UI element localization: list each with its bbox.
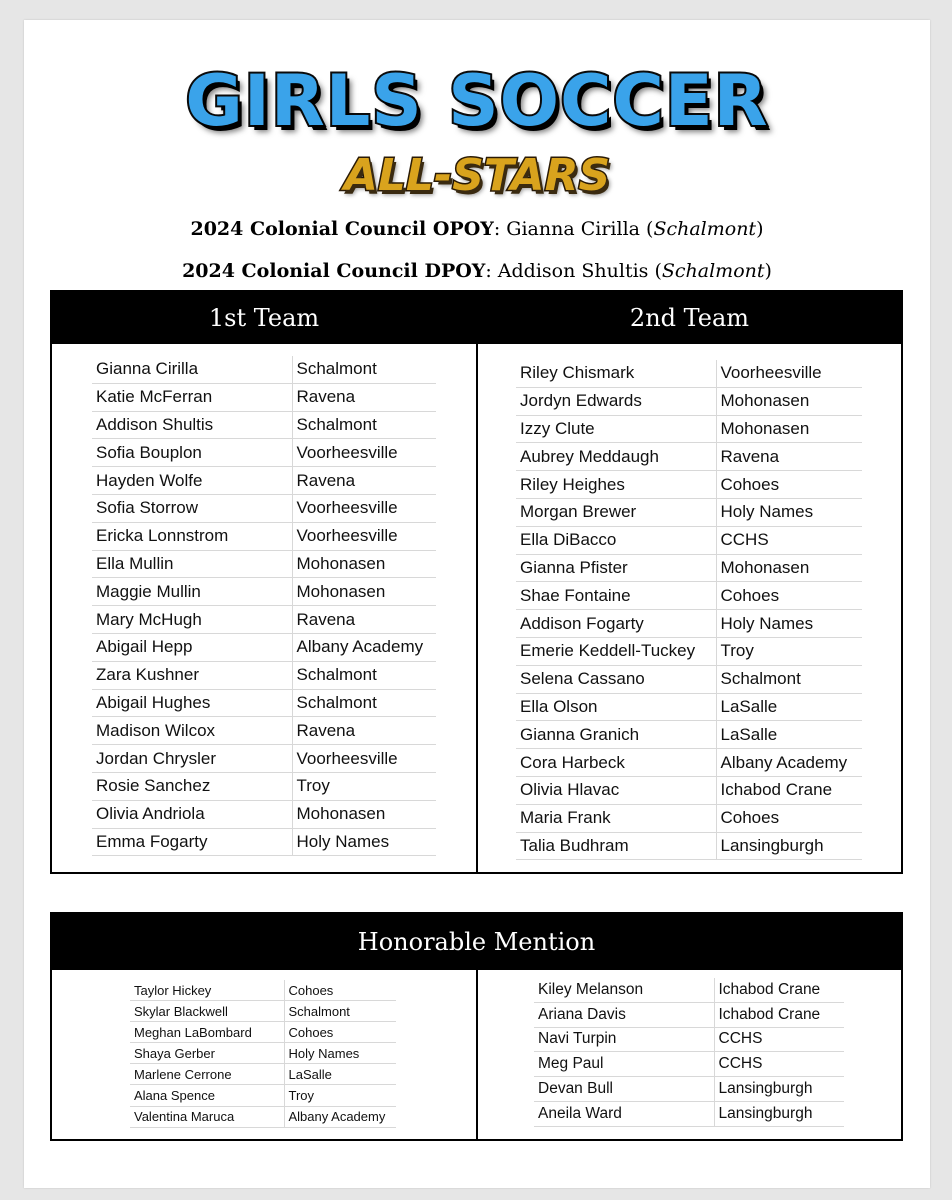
first-team-row — [92, 494, 436, 522]
first-team-row — [92, 383, 436, 411]
player-name: Olivia Hlavac — [516, 776, 716, 804]
first-team-row — [92, 356, 436, 383]
player-name: Aneila Ward — [534, 1101, 714, 1126]
school-name: Lansingburgh — [716, 832, 862, 860]
second-team-row — [516, 749, 862, 777]
school-name: Mohonasen — [292, 800, 436, 828]
dpoy-label: 2024 Colonial Council DPOY — [182, 260, 486, 282]
hm-left-row — [130, 1106, 396, 1127]
first-team-row — [92, 800, 436, 828]
honorable-mention-box — [50, 912, 903, 1141]
player-name: Gianna Granich — [516, 721, 716, 749]
hm-left-row — [130, 1022, 396, 1043]
hm-left-row — [130, 1064, 396, 1085]
hm-right-row — [534, 1002, 844, 1027]
school-name: CCHS — [716, 526, 862, 554]
school-name: Cohoes — [284, 1022, 396, 1043]
first-team-row — [92, 661, 436, 689]
player-name: Jordyn Edwards — [516, 387, 716, 415]
second-team-row — [516, 637, 862, 665]
first-team-table — [92, 356, 436, 856]
school-name: Ravena — [292, 383, 436, 411]
school-name: Albany Academy — [716, 749, 862, 777]
school-name: Holy Names — [716, 498, 862, 526]
first-team-row — [92, 689, 436, 717]
school-name: Ravena — [292, 467, 436, 495]
second-team-row — [516, 582, 862, 610]
player-name: Riley Chismark — [516, 360, 716, 387]
hm-left-row — [130, 1043, 396, 1064]
dpoy-school: Schalmont — [661, 260, 765, 282]
player-name: Gianna Cirilla — [92, 356, 292, 383]
school-name: Mohonasen — [716, 415, 862, 443]
school-name: Schalmont — [292, 356, 436, 383]
school-name: Troy — [716, 637, 862, 665]
player-name: Meg Paul — [534, 1052, 714, 1077]
first-team-row — [92, 522, 436, 550]
player-name: Morgan Brewer — [516, 498, 716, 526]
first-team-row — [92, 578, 436, 606]
first-team-row — [92, 633, 436, 661]
school-name: Voorheesville — [292, 745, 436, 773]
title-girls-soccer: GIRLS SOCCER — [185, 60, 769, 142]
hm-right-row — [534, 1101, 844, 1126]
player-name: Sofia Storrow — [92, 494, 292, 522]
all-star-teams-box — [50, 290, 903, 874]
first-team-row — [92, 411, 436, 439]
player-name: Zara Kushner — [92, 661, 292, 689]
school-name: Voorheesville — [292, 522, 436, 550]
team-divider — [476, 292, 478, 872]
player-name: Emma Fogarty — [92, 828, 292, 856]
school-name: Albany Academy — [284, 1106, 396, 1127]
school-name: Mohonasen — [716, 554, 862, 582]
player-name: Rosie Sanchez — [92, 772, 292, 800]
dpoy-award: 2024 Colonial Council DPOY: Addison Shultis (Schalmont) — [182, 260, 772, 282]
school-name: Mohonasen — [292, 578, 436, 606]
hm-right-row — [534, 978, 844, 1002]
school-name: Holy Names — [716, 610, 862, 638]
player-name: Gianna Pfister — [516, 554, 716, 582]
school-name: Ichabod Crane — [716, 776, 862, 804]
player-name: Kiley Melanson — [534, 978, 714, 1002]
first-team-row — [92, 606, 436, 634]
player-name: Ericka Lonnstrom — [92, 522, 292, 550]
first-team-row — [92, 439, 436, 467]
player-name: Maria Frank — [516, 804, 716, 832]
school-name: Schalmont — [716, 665, 862, 693]
school-name: Albany Academy — [292, 633, 436, 661]
school-name: LaSalle — [716, 721, 862, 749]
school-name: Ichabod Crane — [714, 978, 844, 1002]
school-name: Schalmont — [292, 689, 436, 717]
player-name: Alana Spence — [130, 1085, 284, 1106]
second-team-row — [516, 526, 862, 554]
player-name: Emerie Keddell-Tuckey — [516, 637, 716, 665]
school-name: Cohoes — [716, 471, 862, 499]
second-team-row — [516, 721, 862, 749]
second-team-row — [516, 498, 862, 526]
player-name: Cora Harbeck — [516, 749, 716, 777]
player-name: Selena Cassano — [516, 665, 716, 693]
first-team-row — [92, 745, 436, 773]
player-name: Ariana Davis — [534, 1002, 714, 1027]
school-name: LaSalle — [716, 693, 862, 721]
school-name: Ravena — [716, 443, 862, 471]
hm-right-row — [534, 1052, 844, 1077]
document-page — [24, 20, 930, 1188]
honorable-mention-header: Honorable Mention — [52, 914, 901, 970]
first-team-header: 1st Team — [52, 292, 476, 344]
player-name: Madison Wilcox — [92, 717, 292, 745]
player-name: Aubrey Meddaugh — [516, 443, 716, 471]
player-name: Jordan Chrysler — [92, 745, 292, 773]
hm-divider — [476, 970, 478, 1139]
school-name: Troy — [284, 1085, 396, 1106]
player-name: Hayden Wolfe — [92, 467, 292, 495]
second-team-row — [516, 387, 862, 415]
second-team-row — [516, 415, 862, 443]
player-name: Izzy Clute — [516, 415, 716, 443]
opoy-school: Schalmont — [653, 218, 757, 240]
player-name: Marlene Cerrone — [130, 1064, 284, 1085]
school-name: Cohoes — [284, 980, 396, 1001]
hm-right-row — [534, 1027, 844, 1052]
player-name: Navi Turpin — [534, 1027, 714, 1052]
school-name: Ravena — [292, 717, 436, 745]
player-name: Riley Heighes — [516, 471, 716, 499]
player-name: Maggie Mullin — [92, 578, 292, 606]
second-team-row — [516, 832, 862, 860]
second-team-row — [516, 471, 862, 499]
player-name: Sofia Bouplon — [92, 439, 292, 467]
school-name: Schalmont — [292, 411, 436, 439]
player-name: Abigail Hepp — [92, 633, 292, 661]
opoy-player: Gianna Cirilla — [506, 218, 640, 240]
second-team-row — [516, 665, 862, 693]
second-team-row — [516, 776, 862, 804]
player-name: Ella Olson — [516, 693, 716, 721]
player-name: Katie McFerran — [92, 383, 292, 411]
player-name: Taylor Hickey — [130, 980, 284, 1001]
hm-right-row — [534, 1077, 844, 1102]
player-name: Abigail Hughes — [92, 689, 292, 717]
school-name: Ichabod Crane — [714, 1002, 844, 1027]
player-name: Addison Fogarty — [516, 610, 716, 638]
school-name: Schalmont — [292, 661, 436, 689]
player-name: Devan Bull — [534, 1077, 714, 1102]
opoy-label: 2024 Colonial Council OPOY — [190, 218, 494, 240]
first-team-row — [92, 828, 436, 856]
player-name: Olivia Andriola — [92, 800, 292, 828]
school-name: Voorheesville — [716, 360, 862, 387]
school-name: Holy Names — [284, 1043, 396, 1064]
school-name: CCHS — [714, 1052, 844, 1077]
player-name: Shae Fontaine — [516, 582, 716, 610]
school-name: Voorheesville — [292, 494, 436, 522]
school-name: CCHS — [714, 1027, 844, 1052]
school-name: Voorheesville — [292, 439, 436, 467]
school-name: LaSalle — [284, 1064, 396, 1085]
second-team-row — [516, 360, 862, 387]
school-name: Lansingburgh — [714, 1077, 844, 1102]
school-name: Holy Names — [292, 828, 436, 856]
second-team-row — [516, 554, 862, 582]
school-name: Cohoes — [716, 804, 862, 832]
first-team-row — [92, 467, 436, 495]
first-team-row — [92, 717, 436, 745]
second-team-header: 2nd Team — [478, 292, 901, 344]
dpoy-player: Addison Shultis — [497, 260, 649, 282]
player-name: Talia Budhram — [516, 832, 716, 860]
player-name: Valentina Maruca — [130, 1106, 284, 1127]
player-name: Skylar Blackwell — [130, 1001, 284, 1022]
second-team-row — [516, 610, 862, 638]
first-team-row — [92, 772, 436, 800]
hm-left-table — [130, 980, 396, 1128]
opoy-award: 2024 Colonial Council OPOY: Gianna Cirilla (Schalmont) — [190, 218, 764, 240]
player-name: Ella DiBacco — [516, 526, 716, 554]
player-name: Addison Shultis — [92, 411, 292, 439]
player-name: Ella Mullin — [92, 550, 292, 578]
second-team-row — [516, 443, 862, 471]
player-name: Mary McHugh — [92, 606, 292, 634]
school-name: Lansingburgh — [714, 1101, 844, 1126]
second-team-table — [516, 360, 862, 860]
second-team-row — [516, 804, 862, 832]
school-name: Ravena — [292, 606, 436, 634]
first-team-row — [92, 550, 436, 578]
player-name: Meghan LaBombard — [130, 1022, 284, 1043]
school-name: Mohonasen — [716, 387, 862, 415]
hm-left-row — [130, 1001, 396, 1022]
school-name: Mohonasen — [292, 550, 436, 578]
player-name: Shaya Gerber — [130, 1043, 284, 1064]
school-name: Cohoes — [716, 582, 862, 610]
school-name: Schalmont — [284, 1001, 396, 1022]
hm-right-table — [534, 978, 844, 1127]
school-name: Troy — [292, 772, 436, 800]
hm-left-row — [130, 980, 396, 1001]
title-all-stars: ALL-STARS — [343, 150, 611, 201]
hm-left-row — [130, 1085, 396, 1106]
second-team-row — [516, 693, 862, 721]
